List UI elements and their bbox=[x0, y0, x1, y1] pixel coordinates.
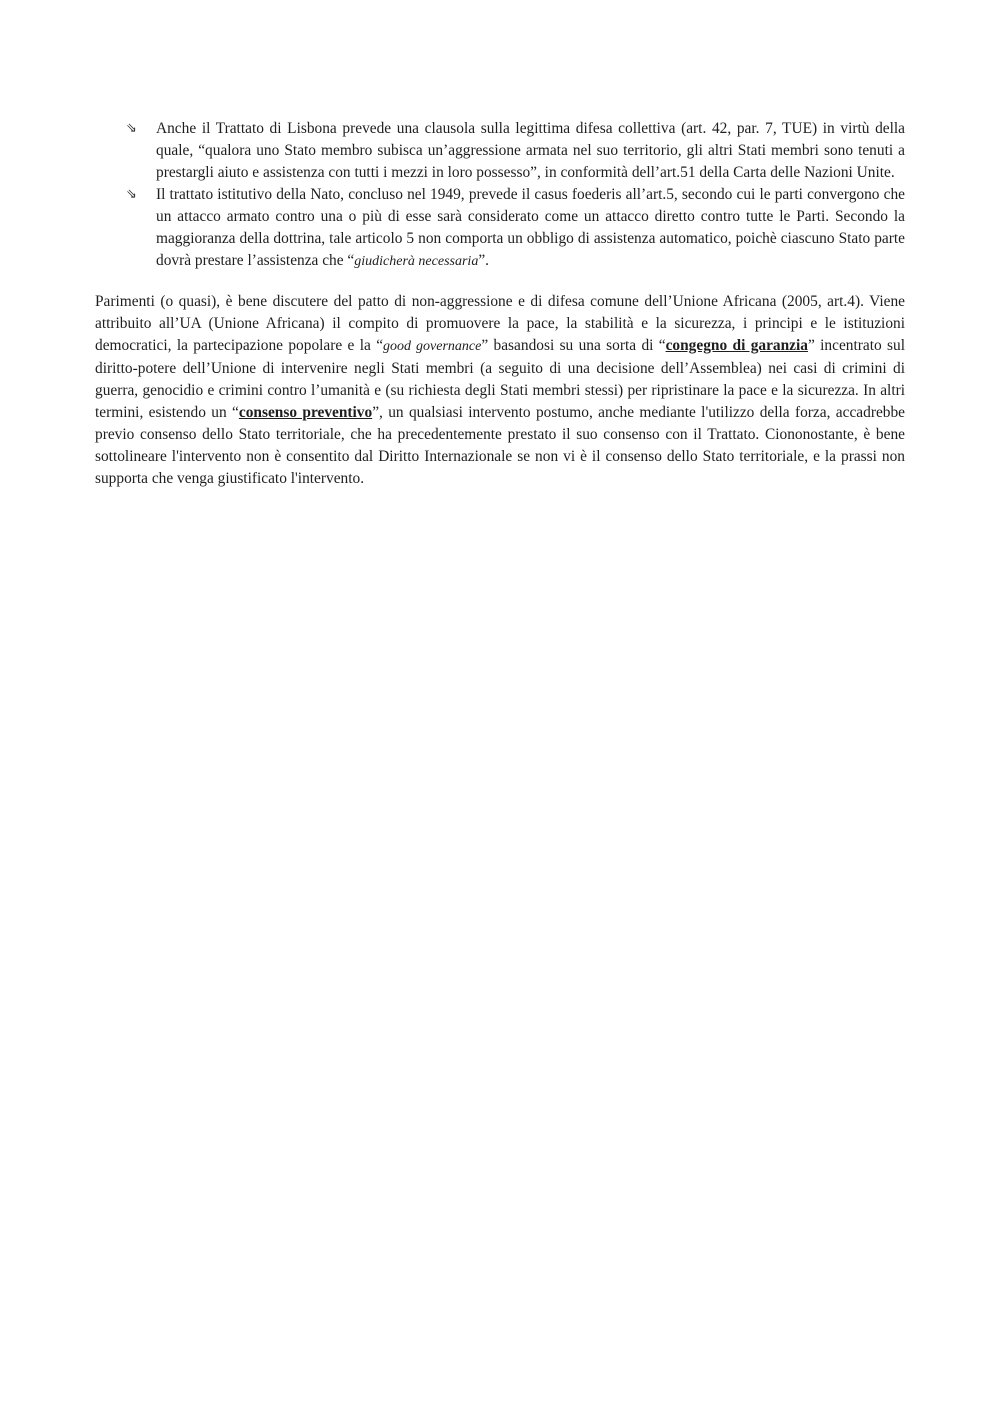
paragraph-text: ” incentrato sul diritto-potere dell’Unione di intervenire negli Stati membri (a seguito di una decisione dell’Assemblea) nei casi di crimini di guerra, genocidio e crimini contro l’umanità e (su richiesta degli Stati membri stessi) per ripristinare la pace e la sicurezza. In altri termini, esistendo un “ bbox=[95, 337, 905, 421]
list-item-nato bbox=[126, 184, 905, 273]
list-item-text: Anche il Trattato di Lisbona prevede una clausola sulla legittima difesa collettiva (art. 42, par. 7, TUE) in virtù della quale, “qualora uno Stato membro subisca un’aggressione armata nel suo territorio, gli altri Stati membri sono tenuti a prestargli aiuto e assistenza con tutti i mezzi in loro possesso”, in conformità dell’art.51 della Carta delle Nazioni Unite. bbox=[156, 120, 905, 181]
paragraph-text: ” basandosi su una sorta di “ bbox=[481, 337, 666, 354]
underlined-term: consenso preventivo bbox=[238, 404, 373, 421]
list-item-lisbona bbox=[126, 118, 905, 184]
list-item-text-end: ”. bbox=[478, 252, 489, 269]
italic-quote: giudicherà necessaria bbox=[354, 254, 479, 269]
arrow-bullet-icon: ⇘ bbox=[126, 121, 137, 136]
underlined-term: congegno di garanzia bbox=[665, 337, 808, 354]
paragraph-text: Parimenti (o quasi), è bene discutere del patto di non-aggressione e di difesa comune dell’Unione Africana (2005, art.4). Viene attribuito all’UA (Unione Africana) il compito di promuovere la pace, la stabilità e la sicurezza, i principi e le istituzioni democratici, la partecipazione popolare e la “ bbox=[95, 293, 905, 354]
document-page bbox=[95, 118, 905, 490]
list-item-text: Il trattato istitutivo della Nato, concluso nel 1949, prevede il casus foederis all’art.5, secondo cui le parti convergono che un attacco armato contro una o più di esse sarà considerato come un attacco diretto contro tutte le Parti. Secondo la maggioranza della dottrina, tale articolo 5 non comporta un obbligo di assistenza automatico, poichè ciascuno Stato parte dovrà prestare l’assistenza che “ bbox=[156, 186, 905, 269]
arrow-bullet-icon: ⇘ bbox=[126, 187, 137, 202]
paragraph-text: ”, un qualsiasi intervento postumo, anche mediante l'utilizzo della forza, accadrebbe previo consenso dello Stato territoriale, che ha precedentemente prestato il suo consenso con il Trattato. Ciononostante, è bene sottolineare l'intervento non è consentito dal Diritto Internazionale se non vi è il consenso dello Stato territoriale, e la prassi non supporta che venga giustificato l'intervento. bbox=[95, 404, 905, 487]
bullet-list bbox=[95, 118, 905, 273]
body-paragraph bbox=[95, 291, 905, 490]
italic-term: good governance bbox=[383, 339, 482, 354]
